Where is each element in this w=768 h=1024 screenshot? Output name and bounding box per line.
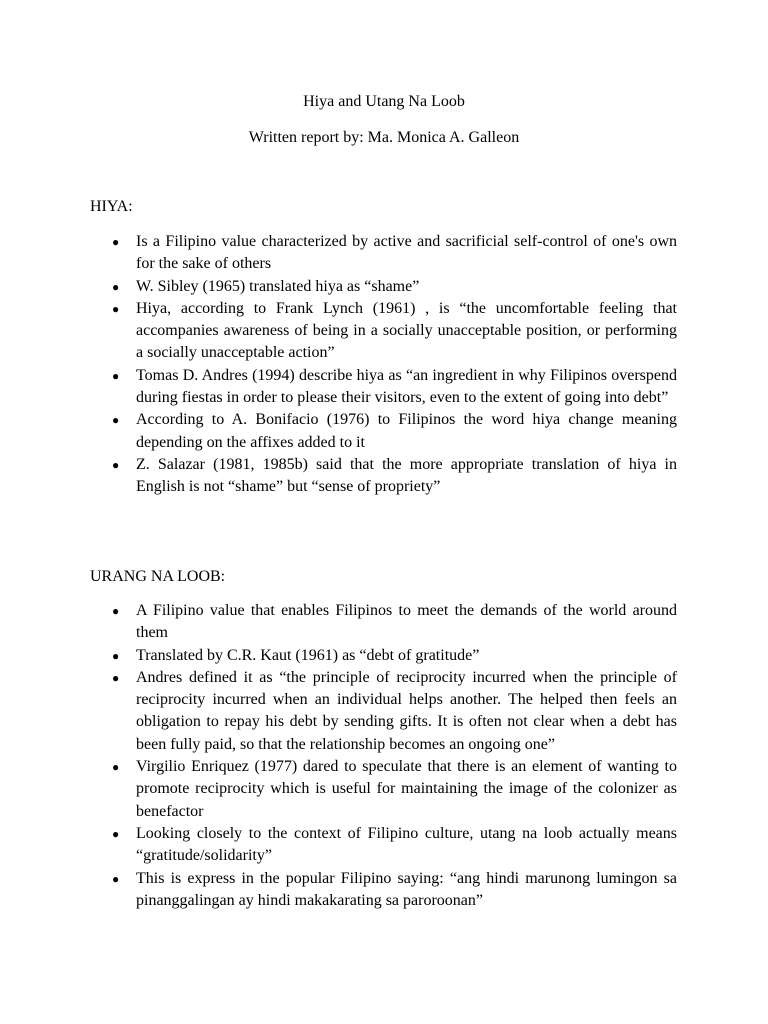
bullet-icon: ● (112, 826, 120, 841)
list-item (0, 645, 677, 667)
document-title: Hiya and Utang Na Loob (303, 93, 465, 110)
list-item (0, 667, 677, 756)
document-byline: Written report by: Ma. Monica A. Galleon (248, 129, 520, 146)
list-item (0, 231, 677, 276)
list-item-text: Translated by C.R. Kaut (1961) as “debt of gratitude” (136, 646, 480, 664)
list-item-text: Virgilio Enriquez (1977) dared to speculate that there is an element of wanting to promote reciprocity which is useful for maintaining the image of the colonizer as benefactor (136, 758, 677, 820)
list-item (0, 298, 677, 365)
bullet-icon: ● (112, 413, 120, 428)
list-item (0, 365, 677, 410)
list-item-text: W. Sibley (1965) translated hiya as “shame” (136, 277, 420, 295)
list-item-text: Looking closely to the context of Filipino culture, utang na loob actually means “gratitude/solidarity” (136, 824, 677, 865)
list-item (0, 600, 677, 645)
bullet-icon: ● (112, 871, 120, 886)
section-heading-hiya: HIYA: (90, 198, 133, 215)
hiya-bullet-list (0, 231, 768, 499)
bullet-icon: ● (112, 670, 120, 685)
bullet-icon: ● (112, 235, 120, 249)
bullet-icon: ● (112, 301, 120, 316)
list-item (0, 454, 677, 499)
utang-na-loob-bullet-list (0, 600, 768, 912)
bullet-icon: ● (112, 457, 120, 472)
list-item-text: Andres defined it as “the principle of reciprocity incurred when the principle of reciprocity incurred when an individual helps another. The helped then feels an obligation to repay his debt by sending gifts. It is often not clear when a debt has been fully paid, so that the relationship becomes an ongoing one” (136, 668, 677, 753)
list-item (0, 868, 677, 913)
bullet-icon: ● (112, 279, 120, 294)
list-item (0, 823, 677, 868)
bullet-icon: ● (112, 648, 120, 663)
list-item-text: According to A. Bonifacio (1976) to Filipinos the word hiya change meaning depending on the affixes added to it (136, 411, 677, 451)
list-item-text: This is express in the popular Filipino saying: “ang hindi marunong lumingon sa pinanggalingan ay hindi makakarating sa paroroonan” (136, 869, 677, 909)
bullet-icon: ● (112, 604, 120, 618)
bullet-icon: ● (112, 368, 120, 383)
list-item-text: Hiya, according to Frank Lynch (1961) , is “the uncomfortable feeling that accompanies awareness of being in a socially unacceptable position, or performing a socially unacceptable action” (136, 299, 677, 362)
list-item-text: Tomas D. Andres (1994) describe hiya as “an ingredient in why Filipinos overspend during fiestas in order to please their visitors, even to the extent of going into debt” (136, 366, 677, 407)
list-item (0, 756, 677, 823)
list-item (0, 409, 677, 454)
list-item (0, 276, 677, 298)
list-item-text: Z. Salazar (1981, 1985b) said that the more appropriate translation of hiya in English is not “shame” but “sense of propriety” (136, 455, 677, 496)
list-item-text: Is a Filipino value characterized by active and sacrificial self-control of one's own for the sake of others (136, 233, 677, 273)
list-item-text: A Filipino value that enables Filipinos to meet the demands of the world around them (136, 602, 677, 642)
section-heading-utang-na-loob: URANG NA LOOB: (90, 568, 226, 585)
bullet-icon: ● (112, 760, 120, 775)
